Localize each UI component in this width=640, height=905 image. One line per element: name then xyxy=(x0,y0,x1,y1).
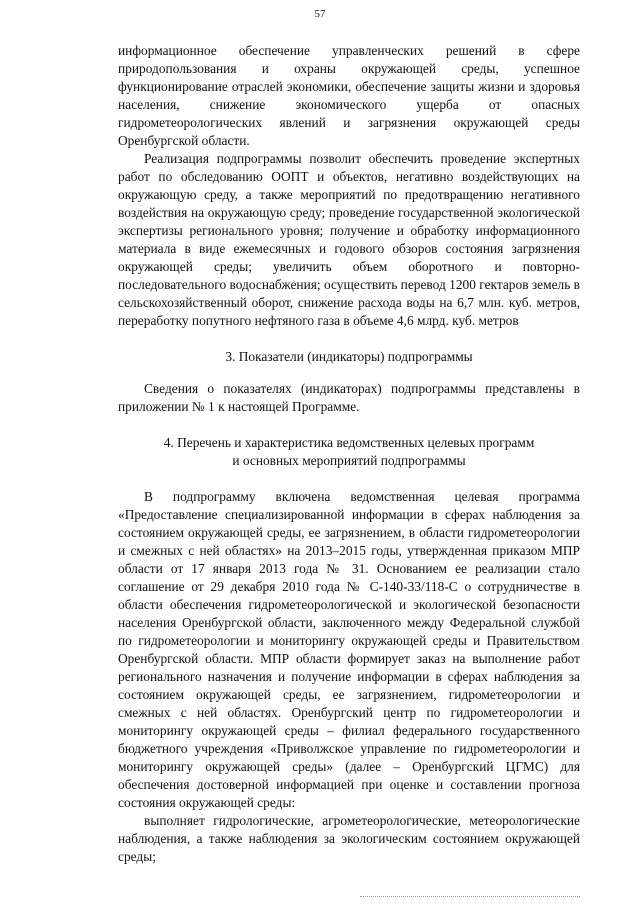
paragraph-indicators: Сведения о показателях (индикаторах) подпрограммы представлены в приложении № 1 к настоящей Программе. xyxy=(118,381,580,414)
section-heading-programs xyxy=(118,434,580,470)
paragraph-implementation: Реализация подпрограммы позволит обеспечить проведение экспертных работ по обследованию ООПТ и объектов, негативно воздействующих на окружающую среду, а также мероприятий по предотвращению негативного воздействия на окружающую среду; проведение государственной экологической экспертизы регионального уровня; получение и обработку информационного материала в виде ежемесячных и годового обзоров состояния загрязнения окружающей среды; увеличить объем оборотного и повторно-последовательного водоснабжения; осуществить перевод 1200 гектаров земель в сельскохозяйственный оборот, снижение расхода воды на 6,7 млн. куб. метров, переработку попутного нефтяного газа в объеме 4,6 млрд. куб. метров xyxy=(118,151,580,328)
section-heading-indicators: 3. Показатели (индикаторы) подпрограммы xyxy=(225,349,473,364)
paragraph-target-program: В подпрограмму включена ведомственная целевая программа «Предоставление специализированной информации в сферах наблюдения за состоянием окружающей среды, ее загрязнением, в области гидрометеорологии и смежных с ней областях» на 2013–2015 годы, утвержденная приказом МПР области от 17 января 2013 года № 31. Основанием ее реализации стало соглашение от 29 декабря 2010 года № С-140-33/118-С о сотрудничестве в области обеспечения гидрометеорологической и экологической безопасности населения Оренбургской области, заключенного между Федеральной службой по гидрометеорологии и мониторингу окружающей среды и Правительством Оренбургской области. МПР области формирует заказ на выполнение работ регионального назначения и получение информации в сферах наблюдения за состоянием окружающей среды, ее загрязнением, гидрометеорологии и смежных с ней областях. Оренбургский центр по гидрометеорологии и мониторингу окружающей среды – филиал федерального государственного бюджетного учреждения «Приволжское управление по гидрометеорологии и мониторингу окружающей среды» (далее – Оренбургский ЦГМС) для обеспечения достоверной информацией при оценке и составлении прогноза состояния окружающей среды: xyxy=(118,489,580,810)
paragraph-observations: выполняет гидрологические, агрометеорологические, метеорологические наблюдения, а также наблюдения за экологическим состоянием окружающей среды; xyxy=(118,813,580,864)
footer-scan-mark xyxy=(360,896,580,899)
paragraph-intro-continuation: информационное обеспечение управленческих решений в сфере природопользования и охраны окружающей среды, успешное функционирование отраслей экономики, обеспечение защиты жизни и здоровья населения, снижение экономического ущерба от опасных гидрометеорологических явлений и загрязнения окружающей среды Оренбургской области. xyxy=(118,43,580,148)
document-body xyxy=(118,42,580,866)
section-heading-programs-line2: и основных мероприятий подпрограммы xyxy=(232,453,466,468)
page-number: 57 xyxy=(314,8,326,20)
section-heading-programs-line1: 4. Перечень и характеристика ведомственных целевых программ xyxy=(163,435,535,450)
